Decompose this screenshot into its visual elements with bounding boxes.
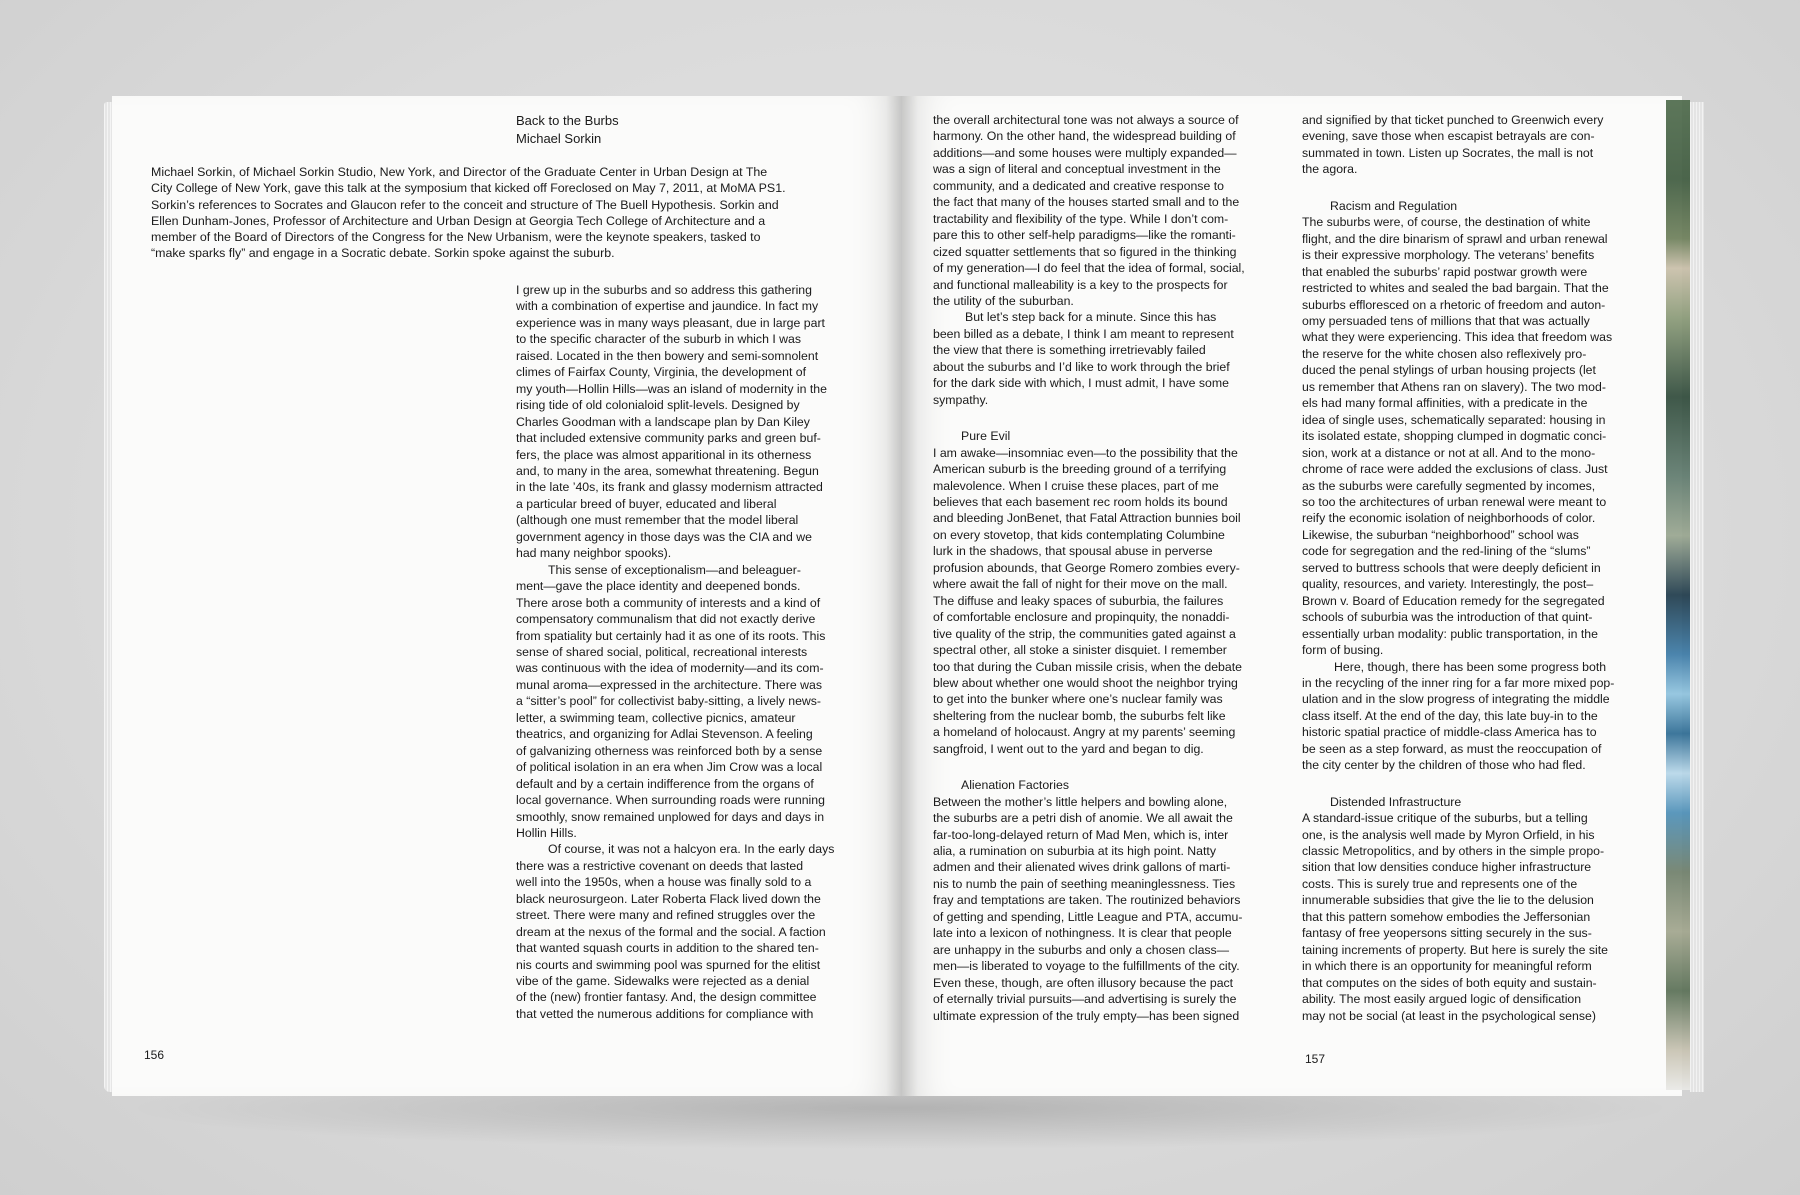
body-line: class itself. At the end of the day, this late buy-in to the [1302,708,1598,723]
body-line: ulation and in the slow progress of integrating the middle [1302,692,1610,707]
body-line: of the (new) frontier fantasy. And, the design committee [516,990,817,1005]
body-line: the city center by the children of those who had fled. [1302,758,1586,773]
body-line: about the suburbs and I’d like to work through the brief [933,359,1230,374]
intro-line: City College of New York, gave this talk at the symposium that kicked off Foreclosed on May 7, 2011, at MoMA PS1. [151,181,786,196]
body-line: duced the penal stylings of urban housing projects (let [1302,363,1596,378]
body-line: the view that there is something irretrievably failed [933,343,1206,358]
body-line: fray and temptations are taken. The routinized behaviors [933,893,1241,908]
body-line: dream at the nexus of the formal and the social. A faction [516,924,826,939]
body-line: blew about whether one would shoot the neighbor trying [933,675,1238,690]
body-line: rising tide of old colonialoid split-levels. Designed by [516,398,800,413]
body-line: quality, resources, and variety. Interestingly, the post– [1302,577,1594,592]
left-body-column [516,282,876,1022]
body-line: on every stovetop, that kids contemplating Columbine [933,527,1225,542]
body-line: theatrics, and organizing for Adlai Stevenson. A feeling [516,727,813,742]
body-line: harmony. On the other hand, the widespread building of [933,129,1236,144]
body-line: flight, and the dire binarism of sprawl and urban renewal [1302,231,1608,246]
body-line: where await the fall of night for their move on the mall. [933,577,1228,592]
body-line: a “sitter’s pool” for collectivist baby-sitting, a lively news- [516,694,822,709]
body-line: American suburb is the breeding ground of a terrifying [933,462,1227,477]
body-line: Of course, it was not a halcyon era. In the early days [548,842,835,857]
body-line: suburbs effloresced on a rhetoric of freedom and auton- [1302,297,1606,312]
body-line: from spatiality but certainly had it as one of its roots. This [516,628,826,643]
body-line: chrome of race were added the exclusions of class. Just [1302,462,1608,477]
body-line: form of busing. [1302,643,1384,658]
body-line: late into a lexicon of nothingness. It is clear that people [933,926,1232,941]
body-line: and signified by that ticket punched to Greenwich every [1302,113,1604,127]
body-line: of comfortable enclosure and propinquity, the nonaddi- [933,610,1230,625]
page-edges-right [1690,102,1704,1092]
body-line: Between the mother’s little helpers and bowling alone, [933,794,1228,809]
body-line: The suburbs were, of course, the destination of white [1302,215,1591,230]
intro-line: “make sparks fly” and engage in a Socratic debate. Sorkin spoke against the suburb. [151,246,615,261]
intro-line: Sorkin’s references to Socrates and Glaucon refer to the conceit and structure of The Buell Hypothesis. Sorkin and [151,197,779,212]
body-line: far-too-long-delayed return of Mad Men, which is, inter [933,827,1229,842]
body-line: for the dark side with which, I must admit, I have some [933,376,1229,391]
body-line: served to buttress schools that were deeply deficient in [1302,560,1601,575]
body-line: in the recycling of the inner ring for a far more mixed pop- [1302,675,1615,690]
body-line: in the late ’40s, its frank and glassy modernism attracted [516,480,823,495]
body-line: evening, save those when escapist betrayals are con- [1302,129,1595,144]
body-line: so too the architectures of urban renewal were meant to [1302,494,1607,509]
body-line: A standard-issue critique of the suburbs, but a telling [1302,811,1588,826]
body-line: my youth—Hollin Hills—was an island of modernity in the [516,381,827,396]
body-line: smoothly, snow remained unplowed for days and days in [516,809,825,824]
body-line: to get into the bunker where one’s nuclear family was [933,692,1223,707]
body-line: tive quality of the strip, the communities gated against a [933,626,1236,641]
body-line: sangfroid, I went out to the yard and began to dig. [933,741,1204,756]
right-body-column-a [933,112,1293,1024]
body-line: been billed as a debate, I think I am meant to represent [933,326,1234,341]
body-line: alia, a rumination on suburbia at its high point. Natty [933,844,1216,859]
section-heading: Distended Infrastructure [1330,794,1462,809]
body-line: cized squatter settlements that so figured in the thinking [933,244,1237,259]
body-line: government agency in those days was the CIA and we [516,529,812,544]
body-line: nis to numb the pain of seething meaninglessness. Ties [933,876,1236,891]
body-line: of galvanizing otherness was reinforced both by a sense [516,743,823,758]
body-line: compensatory communalism that did not exactly derive [516,612,816,627]
intro-line: member of the Board of Directors of the Congress for the New Urbanism, were the keynote speakers, tasked to [151,230,761,245]
body-line: too that during the Cuban missile crisis, when the debate [933,659,1242,674]
body-line: taining increments of property. But here is surely the site [1302,942,1608,957]
body-line: omy persuaded tens of millions that that was actually [1302,313,1590,328]
body-line: that computes on the sides of both equity and sustain- [1302,975,1597,990]
section-heading: Pure Evil [961,429,1011,444]
body-line: its isolated estate, shopping clumped in dogmatic conci- [1302,429,1607,444]
body-line: nis courts and swimming pool was spurned for the elitist [516,957,821,972]
body-line: Hollin Hills. [516,825,577,840]
body-line: are unhappy in the suburbs and only a chosen class— [933,942,1229,957]
body-line: in which there is an opportunity for meaningful reform [1302,959,1592,974]
body-line: black neurosurgeon. Later Roberta Flack lived down the [516,891,821,906]
body-line: the overall architectural tone was not always a source of [933,113,1239,127]
body-line: that vetted the numerous additions for compliance with [516,1006,814,1021]
body-line: classic Metropolitics, and by others in the simple propo- [1302,844,1605,859]
body-line: I grew up in the suburbs and so address this gathering [516,283,812,297]
article-title: Back to the Burbs [516,113,619,128]
paragraph-gap [1302,774,1658,794]
body-line: ability. The most easily argued logic of densification [1302,992,1582,1007]
body-line: letter, a swimming team, collective picnics, amateur [516,710,796,725]
body-line: the reserve for the white chosen also reflexively pro- [1302,346,1587,361]
body-line: street. There were many and refined struggles over the [516,908,816,923]
body-line: vibe of the game. Sidewalks were rejected as a denial [516,974,810,989]
body-line: spectral other, all stoke a sinister disquiet. I remember [933,643,1227,658]
body-line: fantasy of free yeopersons sitting securely in the sus- [1302,926,1592,941]
body-line: munal aroma—expressed in the architecture. There was [516,677,822,692]
body-line: idea of single uses, schematically separated: housing in [1302,412,1606,427]
body-line: summated in town. Listen up Socrates, the mall is not [1302,145,1594,160]
body-line: sition that low densities conduce higher infrastructure [1302,860,1592,875]
body-line: of eternally trivial pursuits—and advertising is surely the [933,992,1237,1007]
body-line: lurk in the shadows, that spousal abuse in perverse [933,544,1213,559]
body-line: experience was in many ways pleasant, due in large part [516,315,825,330]
intro-line: Michael Sorkin, of Michael Sorkin Studio, New York, and Director of the Graduate Center in Urban Design at The [151,165,768,179]
body-line: This sense of exceptionalism—and beleaguer- [548,562,801,577]
body-line: that included extensive community parks and green buf- [516,431,821,446]
body-line: There arose both a community of interests and a kind of [516,595,821,610]
body-line: what they were experiencing. This idea that freedom was [1302,330,1613,345]
body-line: els had many formal affinities, with a predicate in the [1302,396,1588,411]
body-line: Likewise, the suburban “neighborhood” school was [1302,527,1579,542]
next-page-photo-edge [1666,100,1690,1090]
body-line: the fact that many of the houses started small and to the [933,195,1240,210]
body-line: of political isolation in an era when Jim Crow was a local [516,760,823,775]
body-line: profusion abounds, that George Romero zombies every- [933,560,1240,575]
body-line: be seen as a step forward, as must the reoccupation of [1302,741,1602,756]
body-line: climes of Fairfax County, Virginia, the development of [516,365,807,380]
body-line: Even these, though, are often illusory because the pact [933,975,1234,990]
body-line: admen and their alienated wives drink gallons of marti- [933,860,1231,875]
body-line: the agora. [1302,162,1358,177]
body-line: of my generation—I do feel that the idea of formal, social, [933,261,1245,276]
body-line: ultimate expression of the truly empty—has been signed [933,1008,1240,1023]
body-line: there was a restrictive covenant on deeds that lasted [516,858,804,873]
body-line: the suburbs are a petri dish of anomie. We all await the [933,811,1233,826]
body-line: was a sign of literal and conceptual investment in the [933,162,1221,177]
body-line: as the suburbs were carefully segmented by incomes, [1302,478,1596,493]
body-line: is their expressive morphology. The veterans’ benefits [1302,248,1595,263]
body-line: men—is liberated to voyage to the fulfillments of the city. [933,959,1240,974]
body-line: code for segregation and the red-lining of the “slums” [1302,544,1591,559]
body-line: reify the economic isolation of neighborhoods of color. [1302,511,1596,526]
body-line: malevolence. When I cruise these places, part of me [933,478,1219,493]
body-line: historic spatial practice of middle-class America has to [1302,725,1597,740]
body-line: and bleeding JonBenet, that Fatal Attraction bunnies boil [933,511,1241,526]
intro-line: Ellen Dunham-Jones, Professor of Architecture and Urban Design at Georgia Tech College of Architecture and a [151,213,766,228]
body-line: costs. This is surely true and represents one of the [1302,876,1578,891]
body-line: tractability and flexibility of the type. While I don’t com- [933,211,1229,226]
intro-paragraph [151,164,867,262]
body-line: was continuous with the idea of modernity—and its com- [516,661,824,676]
page-number-left: 156 [144,1048,165,1062]
paragraph-gap [933,408,1293,428]
body-line: Brown v. Board of Education remedy for the segregated [1302,593,1605,608]
body-line: believes that each basement rec room holds its bound [933,494,1228,509]
body-line: had many neighbor spooks). [516,546,672,561]
body-line: a particular breed of buyer, educated and liberal [516,496,777,511]
body-line: But let’s step back for a minute. Since this has [965,310,1217,325]
body-line: and functional malleability is a key to the prospects for [933,277,1228,292]
body-line: raised. Located in the then bowery and semi-somnolent [516,348,819,363]
body-line: I am awake—insomniac even—to the possibility that the [933,445,1238,460]
body-line: that enabled the suburbs’ rapid postwar growth were [1302,264,1588,279]
body-line: schools of suburbia was the introduction of that quint- [1302,610,1593,625]
section-heading: Alienation Factories [961,778,1069,793]
body-line: pare this to other self-help paradigms—like the romanti- [933,228,1236,243]
body-line: (although one must remember that the model liberal [516,513,799,528]
body-line: community, and a dedicated and creative response to [933,178,1224,193]
body-line: and, to many in the area, somewhat threatening. Begun [516,463,819,478]
body-line: the utility of the suburban. [933,293,1074,308]
page-number-right: 157 [1305,1052,1326,1066]
body-line: that this pattern somehow embodies the Jeffersonian [1302,909,1591,924]
article-author: Michael Sorkin [516,131,602,146]
body-line: additions—and some houses were multiply expanded— [933,145,1237,160]
body-line: fers, the place was almost apparitional in its otherness [516,447,812,462]
body-line: restricted to whites and sealed the bad bargain. That the [1302,281,1609,296]
body-line: sense of shared social, political, recreational interests [516,644,808,659]
body-line: to the specific character of the suburb in which I was [516,332,802,347]
body-line: Charles Goodman with a landscape plan by Dan Kiley [516,414,810,429]
body-line: one, is the analysis well made by Myron Orfield, in his [1302,827,1595,842]
body-line: sympathy. [933,392,989,407]
body-line: innumerable subsidies that give the lie to the delusion [1302,893,1594,908]
body-line: may not be social (at least in the psychological sense) [1302,1008,1596,1023]
book-gutter [886,96,918,1096]
body-line: The diffuse and leaky spaces of suburbia, the failures [933,593,1224,608]
body-line: a homeland of holocaust. Angry at my parents’ seeming [933,725,1236,740]
body-line: default and by a certain indifference from the organs of [516,776,814,791]
body-line: sheltering from the nuclear bomb, the suburbs felt like [933,708,1226,723]
body-line: well into the 1950s, when a house was finally sold to a [516,875,812,890]
paragraph-gap [1302,178,1658,198]
body-line: with a combination of expertise and jaundice. In fact my [516,299,819,314]
section-heading: Racism and Regulation [1330,198,1458,213]
article-heading [516,112,619,148]
body-line: essentially urban modality: public transportation, in the [1302,626,1598,641]
right-body-column-b [1302,112,1658,1024]
book-shadow [120,1090,1680,1150]
paragraph-gap [933,757,1293,777]
body-line: Here, though, there has been some progress both [1334,659,1607,674]
body-line: sion, work at a distance or not at all. And to the mono- [1302,445,1596,460]
body-line: local governance. When surrounding roads were running [516,793,825,808]
body-line: of getting and spending, Little League and PTA, accumu- [933,909,1243,924]
body-line: us remember that Athens ran on slavery). The two mod- [1302,379,1606,394]
body-line: ment—gave the place identity and deepened bonds. [516,579,801,594]
body-line: that wanted squash courts in addition to the shared ten- [516,941,819,956]
